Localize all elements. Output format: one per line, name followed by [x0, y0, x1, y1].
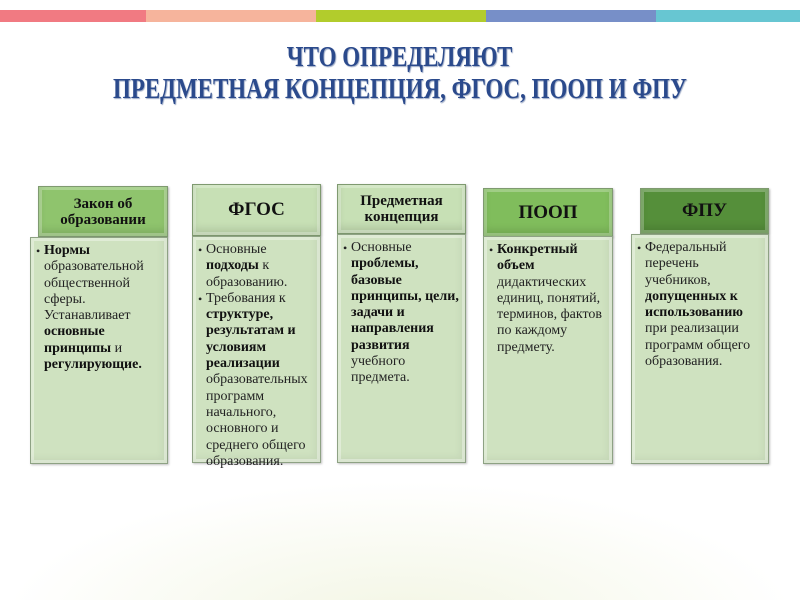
column-header-label: Предметная концепция [360, 193, 443, 225]
column-header-fpu [640, 188, 769, 234]
slide-title-line1 [0, 42, 800, 74]
stripe-segment [146, 10, 316, 22]
text: Основные [206, 242, 267, 257]
bold-text: Конкретный объем [497, 242, 578, 274]
column-header-zakon [38, 186, 168, 237]
column-header-poop [483, 188, 613, 237]
text: и [111, 340, 123, 356]
bold-text: допущенных к использованию [645, 288, 744, 321]
text: Требования к [206, 290, 286, 306]
slide-title-line2 [0, 74, 800, 106]
column-header-label: ФГОС [228, 199, 285, 220]
bold-text: проблемы, базовые принципы, цели, задачи и направления развития [351, 256, 459, 353]
bullet-item [44, 243, 161, 373]
bold-text: основные принципы [44, 324, 112, 356]
column-header-predmetnaya-koncepciya [337, 184, 466, 234]
text: образовательных программ начального, основного и среднего общего образования. [206, 372, 308, 469]
bold-text: структуре, результатам и условиям реализации [206, 307, 296, 372]
stripe-segment [316, 10, 486, 22]
background-swoosh [0, 480, 800, 600]
text: к образованию. [206, 258, 288, 290]
bold-text: регулирующие. [44, 357, 142, 373]
column-header-label: ПООП [518, 201, 578, 223]
text: при реализации программ общего образования. [645, 321, 751, 370]
stripe-segment [486, 10, 656, 22]
text: Основные [351, 240, 412, 255]
title-text: ЧТО ОПРЕДЕЛЯЮТ [287, 42, 513, 73]
column-header-label: ФПУ [681, 200, 728, 221]
bold-text: подходы [206, 258, 259, 274]
text: дидактических единиц, понятий, терминов, фактов по каждому предмету. [497, 274, 603, 355]
bullet-item [351, 240, 459, 387]
column-header-label: Закон об образовании [60, 195, 146, 228]
column-header-fgos [192, 184, 321, 236]
column-body-fpu [631, 234, 769, 464]
column-body-poop [483, 236, 613, 464]
title-text: ПРЕДМЕТНАЯ КОНЦЕПЦИЯ, ФГОС, ПООП И ФПУ [113, 74, 687, 105]
stripe-segment [656, 10, 800, 22]
column-body-zakon [30, 237, 168, 464]
bullet-item [206, 242, 314, 291]
text: образовательной общественной сферы. Устанавливает [44, 259, 144, 324]
bullet-item [497, 242, 606, 356]
stripe-segment [0, 10, 146, 22]
bullet-item [206, 291, 314, 470]
bold-text: Нормы [44, 243, 90, 258]
column-body-fgos [192, 236, 321, 469]
bullet-item [645, 240, 762, 370]
column-body-predmetnaya-koncepciya [337, 234, 466, 463]
text: учебного предмета. [351, 354, 410, 386]
text: Федеральный перечень учебников, [645, 240, 727, 288]
